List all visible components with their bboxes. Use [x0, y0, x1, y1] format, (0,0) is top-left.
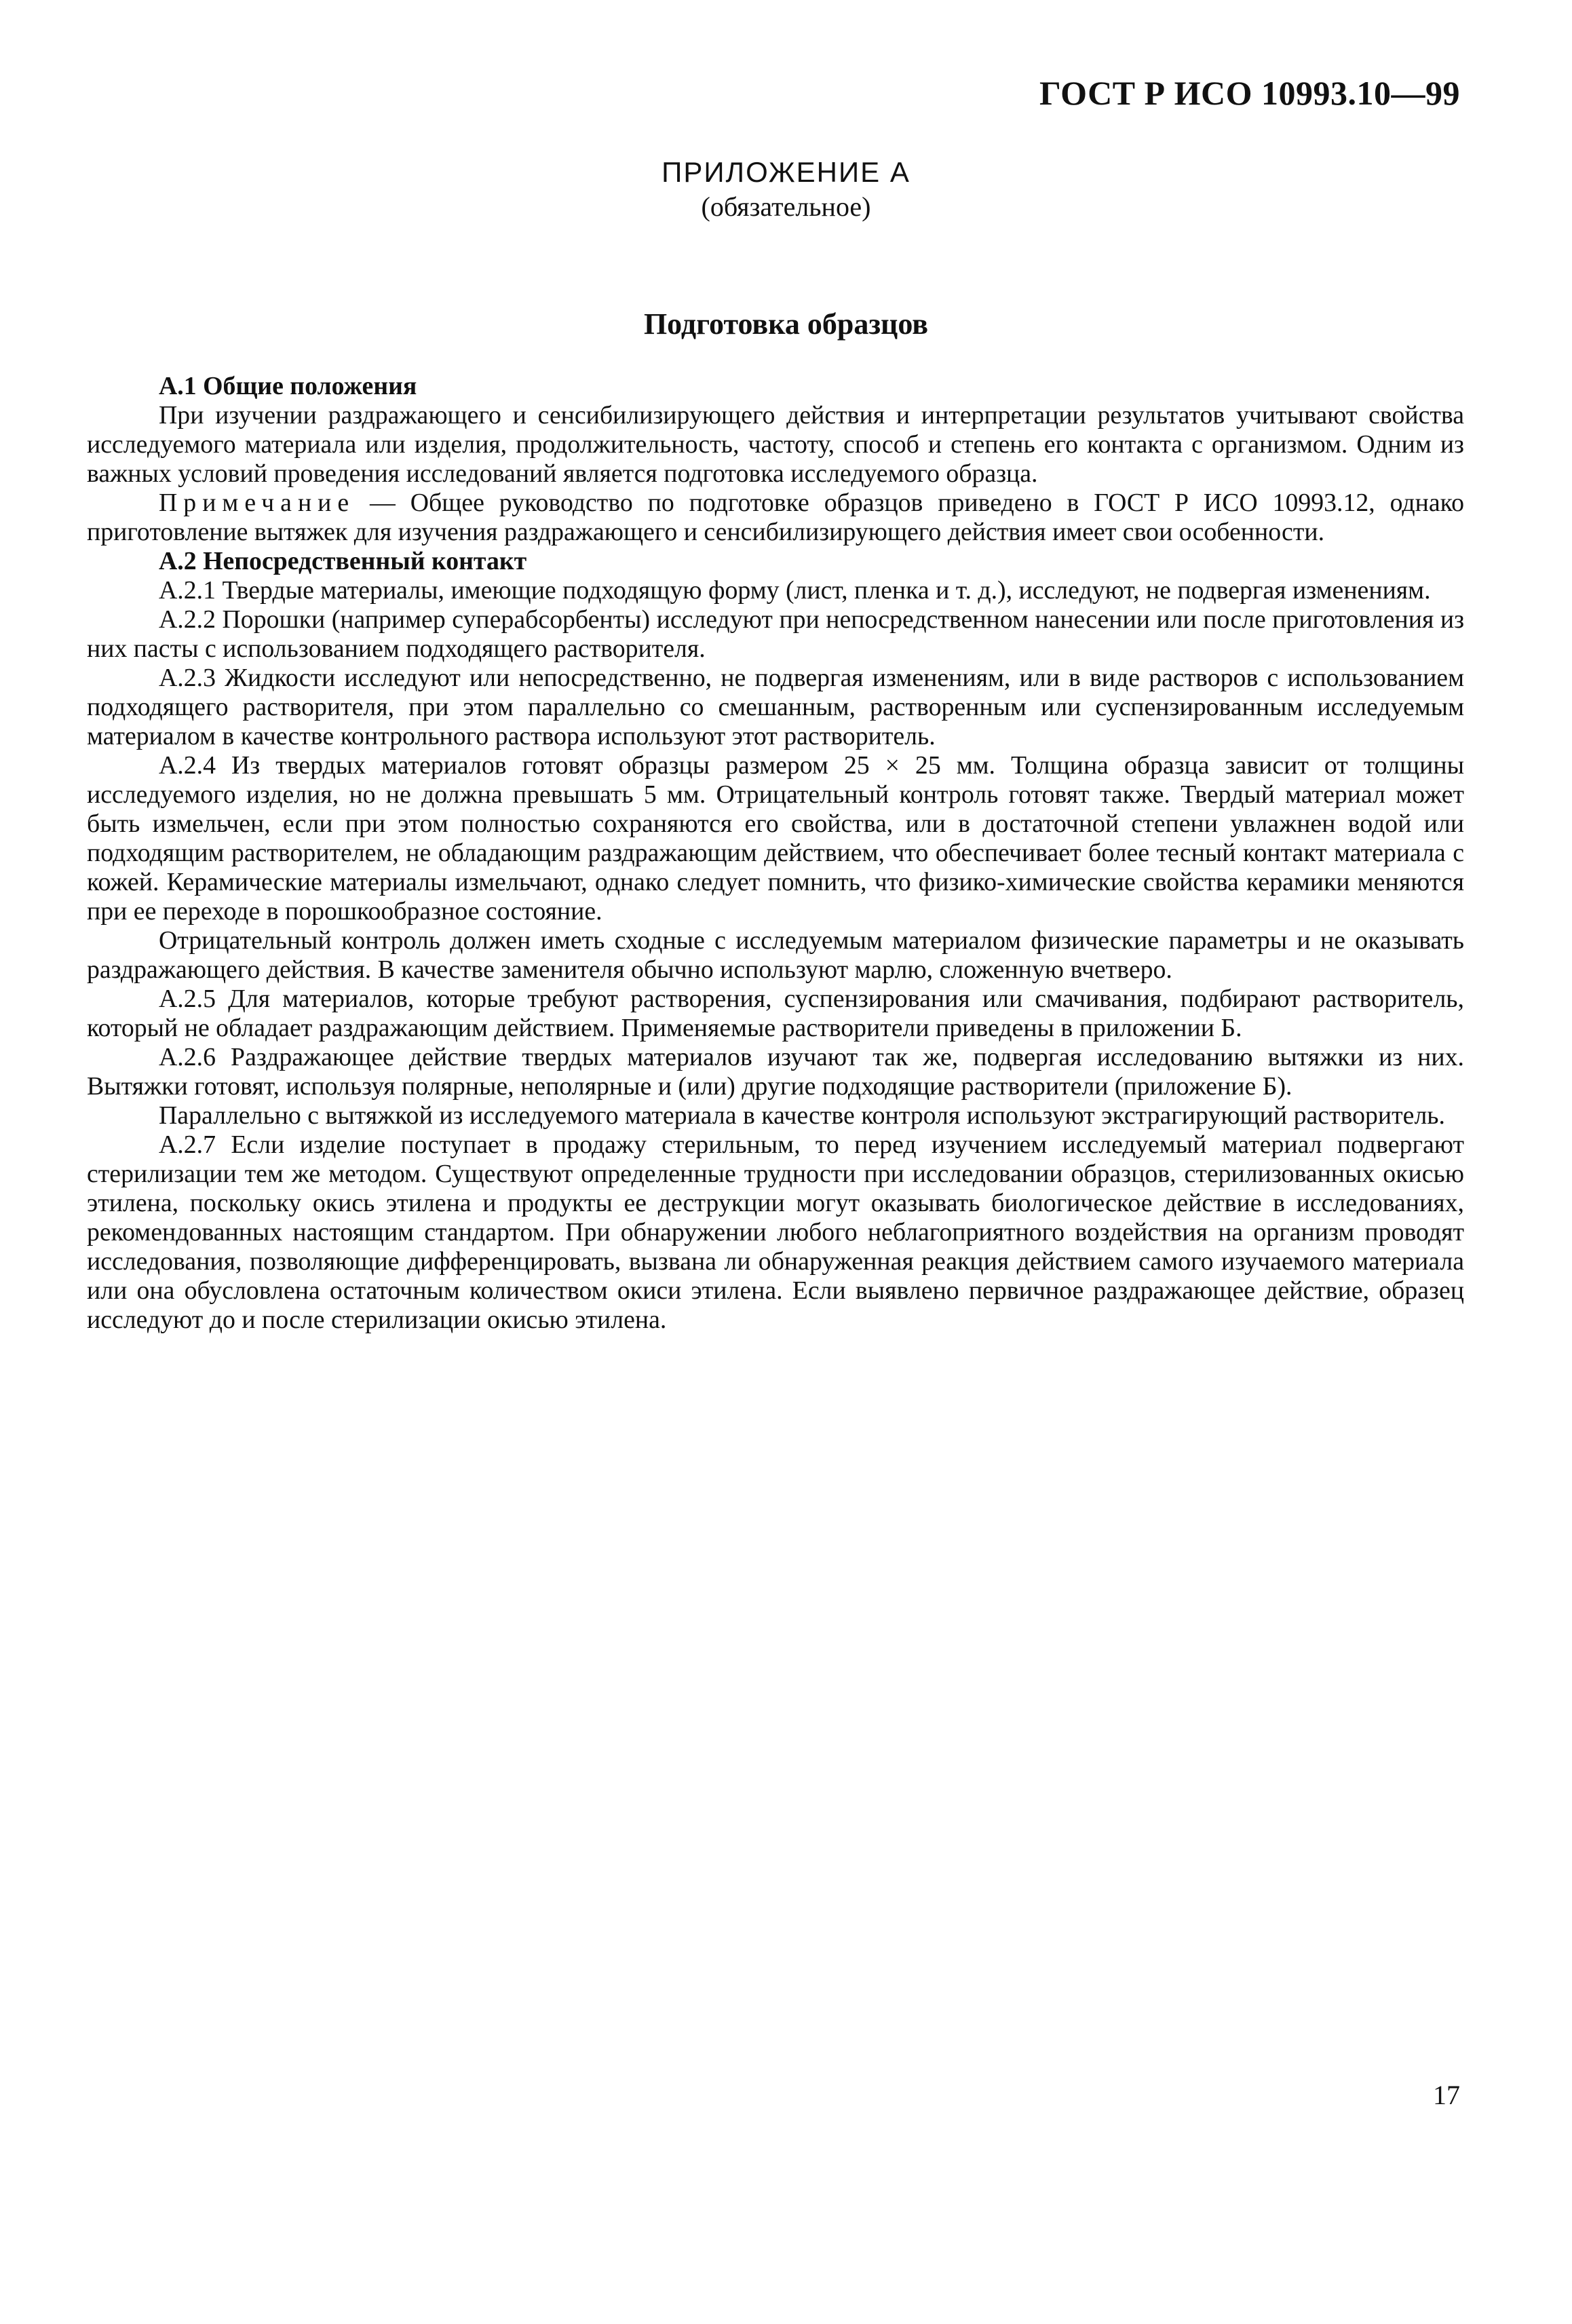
paragraph-a2-5: А.2.5 Для материалов, которые требуют растворения, суспензирования или смачивания, подбирают растворитель, который не обладает раздражающим действием. Применяемые растворители приведены в приложении Б. — [87, 985, 1464, 1042]
note-label: Примечание — [159, 489, 356, 517]
paragraph-a2-4: А.2.4 Из твердых материалов готовят образцы размером 25 × 25 мм. Толщина образца зависит от толщины исследуемого изделия, но не должна превышать 5 мм. Отрицательный контроль готовят также. Твердый материал может быть измельчен, если при этом полностью сохраняются его свойства, или в достаточной степени увлажнен водой или подходящим растворителем, не обладающим раздражающим действием, что обеспечивает более тесный контакт материала с кожей. Керамические материалы измельчают, однако следует помнить, что физико-химические свойства керамики меняются при ее переходе в порошкообразное состояние. — [87, 751, 1464, 926]
annex-title: ПРИЛОЖЕНИЕ А — [662, 156, 910, 188]
paragraph-a2-1: А.2.1 Твердые материалы, имеющие подходящую форму (лист, пленка и т. д.), исследуют, не подвергая изменениям. — [159, 576, 1431, 605]
note-text: — Общее руководство по подготовке образцов приведено в ГОСТ Р ИСО 10993.12, однако приготовление вытяжек для изучения раздражающего и сенсибилизирующего действия имеет свои особенности. — [87, 489, 1464, 546]
note-paragraph — [87, 489, 1464, 547]
subsection-heading-a2: А.2 Непосредственный контакт — [159, 547, 527, 575]
section-heading: Подготовка образцов — [643, 307, 929, 341]
page-number: 17 — [1433, 2080, 1460, 2110]
paragraph-a1: При изучении раздражающего и сенсибилизирующего действия и интерпретации результатов учитывают свойства исследуемого материала или изделия, продолжительность, частоту, способ и степень его контакта с организмом. Одним из важных условий проведения исследований является подготовка исследуемого образца. — [87, 401, 1464, 488]
annex-status: (обязательное) — [701, 191, 871, 222]
paragraph-a2-6: А.2.6 Раздражающее действие твердых материалов изучают так же, подвергая исследованию вытяжки из них. Вытяжки готовят, используя полярные, неполярные и (или) другие подходящие растворители (приложение Б). — [87, 1043, 1464, 1101]
paragraph-a2-6-continued: Параллельно с вытяжкой из исследуемого материала в качестве контроля используют экстрагирующий растворитель. — [159, 1101, 1445, 1130]
paragraph-a2-4-continued: Отрицательный контроль должен иметь сходные с исследуемым материалом физические параметры и не оказывать раздражающего действия. В качестве заменителя обычно используют марлю, сложенную вчетверо. — [87, 926, 1464, 984]
body-text — [87, 372, 1464, 1335]
paragraph-a2-2: А.2.2 Порошки (например суперабсорбенты) исследуют при непосредственном нанесении или после приготовления из них пасты с использованием подходящего растворителя. — [87, 605, 1464, 663]
document-code: ГОСТ Р ИСО 10993.10—99 — [1039, 74, 1460, 112]
paragraph-a2-7: А.2.7 Если изделие поступает в продажу стерильным, то перед изучением исследуемый материал подвергают стерилизации тем же методом. Существуют определенные трудности при исследовании образцов, стерилизованных окисью этилена, поскольку окись этилена и продукты ее деструкции могут оказывать биологическое действие в исследованиях, рекомендованных настоящим стандартом. При обнаружении любого неблагоприятного воздействия на организм проводят исследования, позволяющие дифференцировать, вызвана ли обнаруженная реакция действием самого изучаемого материала или она обусловлена остаточным количеством окиси этилена. Если выявлено первичное раздражающее действие, образец исследуют до и после стерилизации окисью этилена. — [87, 1130, 1464, 1334]
subsection-heading-a1: А.1 Общие положения — [159, 372, 417, 400]
paragraph-a2-3: А.2.3 Жидкости исследуют или непосредственно, не подвергая изменениям, или в виде растворов с использованием подходящего растворителя, при этом параллельно со смешанным, растворенным или суспензированным исследуемым материалом в качестве контрольного раствора используют этот растворитель. — [87, 664, 1464, 750]
